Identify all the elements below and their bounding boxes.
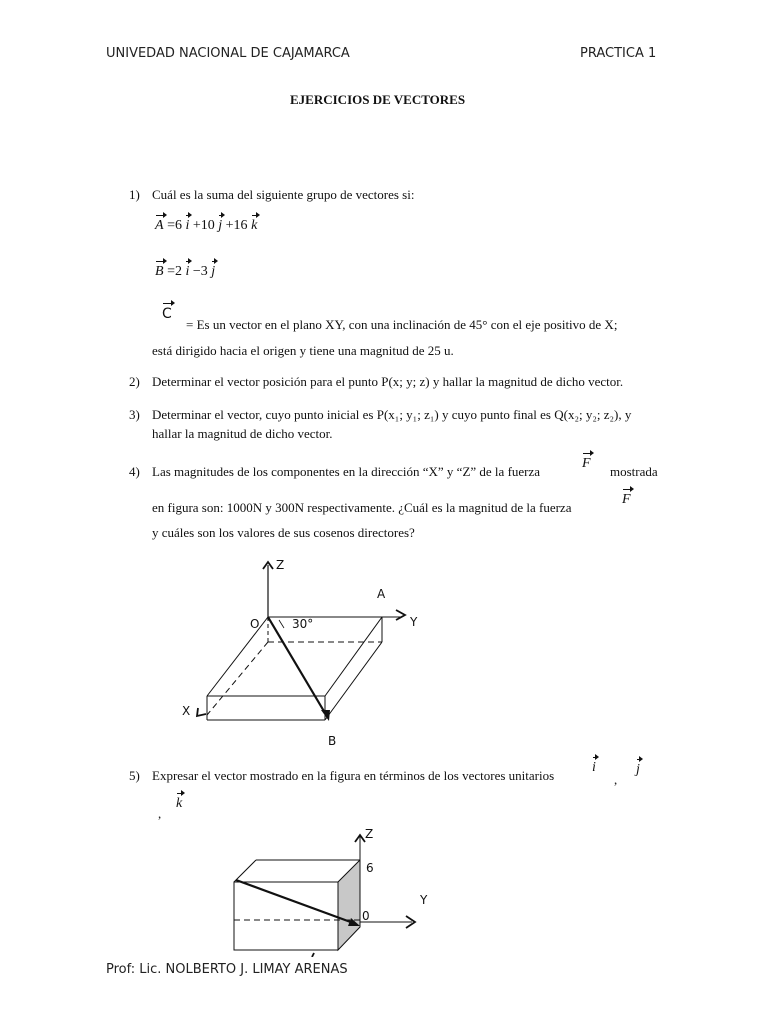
force-f-symbol-2: F — [622, 492, 631, 507]
q4-text-line2: en figura son: 1000N y 300N respectivamente. ¿Cuál es la magnitud de la fuerza — [152, 500, 572, 515]
force-f-symbol: F — [582, 456, 591, 471]
fig2-y-label: Y — [420, 893, 428, 907]
fig2-zero-label: 0 — [362, 909, 370, 923]
vector-b-symbol: B — [155, 264, 164, 279]
eq-b-coef-i: 2 — [174, 264, 182, 279]
q5-comma1: , — [614, 772, 618, 787]
q1-text: Cuál es la suma del siguiente grupo de vectores si: — [152, 187, 415, 202]
vector-c-symbol: C — [162, 306, 172, 322]
q5-number: 5) — [129, 768, 140, 783]
practice-number: PRACTICA 1 — [580, 46, 657, 61]
unit-j: j — [218, 218, 223, 233]
fig1-z-label: Z — [276, 558, 285, 572]
q2-number: 2) — [129, 374, 140, 389]
eq-a-coef-k: +16 — [225, 218, 248, 233]
eq-a-coef-j: +10 — [192, 218, 215, 233]
fig1-b-label: B — [328, 734, 337, 748]
unit-i: i — [185, 264, 190, 279]
unit-j: j — [211, 264, 216, 279]
eq-b-coef-j: −3 — [192, 264, 208, 279]
q1-c-description-line2: está dirigido hacia el origen y tiene una magnitud de 25 u. — [152, 343, 454, 358]
q5-figure — [220, 822, 440, 957]
q3-number: 3) — [129, 407, 140, 422]
q3-text-line2: hallar la magnitud de dicho vector. — [152, 426, 333, 441]
unit-k-symbol: k — [176, 796, 183, 811]
footer-professor: Prof: Lic. NOLBERTO J. LIMAY ARENAS — [106, 962, 348, 977]
q2-text: Determinar el vector posición para el punto P(x; y; z) y hallar la magnitud de dicho vector. — [152, 374, 624, 389]
fig1-o-label: O — [250, 617, 260, 631]
q3-text-line1: Determinar el vector, cuyo punto inicial es P(x₁; y₁; z₁) y cuyo punto final es Q(x₂; y₂; z₂), y — [152, 407, 632, 422]
q1-c-description-line1: = Es un vector en el plano XY, con una inclinación de 45° con el eje positivo de X; — [186, 317, 618, 332]
unit-j-symbol: j — [636, 762, 640, 777]
unit-i: i — [185, 218, 190, 233]
q4-text-line3: y cuáles son los valores de sus cosenos directores? — [152, 525, 415, 540]
q5-comma2: , — [158, 806, 162, 821]
fig1-angle-label: 30° — [292, 617, 314, 631]
q4-text-line1b: mostrada — [610, 464, 658, 479]
university-name: UNIVEDAD NACIONAL DE CAJAMARCA — [106, 46, 350, 61]
q4-figure — [170, 550, 450, 760]
fig1-a-label: A — [377, 587, 386, 601]
page-title: EJERCICIOS DE VECTORES — [290, 92, 466, 107]
q4-number: 4) — [129, 464, 140, 479]
vector-a-symbol: A — [155, 218, 164, 233]
q4-text-line1: Las magnitudes de los componentes en la dirección “X” y “Z” de la fuerza — [152, 464, 541, 479]
q5-text: Expresar el vector mostrado en la figura en términos de los vectores unitarios — [152, 768, 555, 783]
equation-a: A =6 i +10 j +16 k — [155, 218, 258, 233]
equation-b: B =2 i −3 j — [155, 264, 216, 279]
unit-i-symbol: i — [592, 760, 596, 775]
fig2-z-label: Z — [365, 827, 374, 841]
fig1-y-label: Y — [410, 615, 418, 629]
eq-a-coef-i: 6 — [174, 218, 182, 233]
fig2-six-label: 6 — [366, 861, 374, 875]
q1-number: 1) — [129, 187, 140, 202]
unit-k: k — [251, 218, 258, 233]
fig1-x-label: X — [182, 704, 191, 718]
